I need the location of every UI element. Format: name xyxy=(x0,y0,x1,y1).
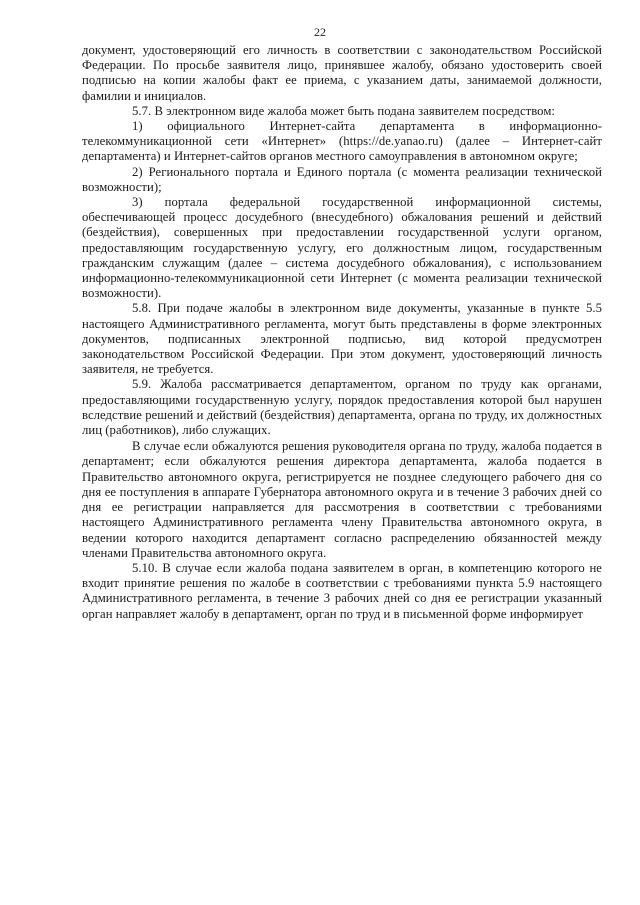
paragraph-continuation: документ, удостоверяющий его личность в соответствии с законодательством Российской Федерации. По просьбе заявителя лицо, принявшее жалобу, обязано удостоверить своей подписью на копии жалобы факт ее приема, с указанием даты, занимаемой должности, фамилии и инициалов. xyxy=(82,43,602,103)
document-body xyxy=(82,43,602,622)
paragraph-5-7: 5.7. В электронном виде жалоба может быть подана заявителем посредством: xyxy=(132,103,555,118)
list-item-1: 1) официального Интернет-сайта департамента в информационно-телекоммуникационной сети «Интернет» (https://de.yanao.ru) (далее – Интернет-сайт департамента) и Интернет-сайтов органов местного самоуправления в автономном округе; xyxy=(82,119,602,164)
list-item-2: 2) Регионального портала и Единого портала (с момента реализации технической возможности); xyxy=(82,164,602,194)
list-item-3: 3) портала федеральной государственной информационной системы, обеспечивающей процесс досудебного (внесудебного) обжалования решений и действий (бездействия), совершенных при предоставлении государственной услуги органом, предоставляющим государственную услугу, его должностным лицом, государственным гражданским служащим (далее – система досудебного обжалования), с использованием информационно-телекоммуникационной сети Интернет (с момента реализации технической возможности). xyxy=(82,195,602,301)
page-number: 22 xyxy=(314,25,326,39)
paragraph-5-10: 5.10. В случае если жалоба подана заявителем в орган, в компетенцию которого не входит принятие решения по жалобе в соответствии с требованиями пункта 5.9 настоящего Административного регламента, в течение 3 рабочих дней со дня ее регистрации указанный орган направляет жалобу в департамент, орган по труд и в письменной форме информирует xyxy=(82,560,602,621)
paragraph-5-9: 5.9. Жалоба рассматривается департаментом, органом по труду как органами, предоставляющими государственную услугу, порядок предоставления которой был нарушен вследствие решений и действий (бездействия) департамента, органа по труду, их должностных лиц (работников), либо служащих. xyxy=(82,377,602,438)
paragraph-appeal-routing: В случае если обжалуются решения руководителя органа по труду, жалоба подается в департамент; если обжалуются решения директора департамента, жалоба подается в Правительство автономного округа, регистрируется не позднее следующего рабочего дня со дня ее поступления в аппарате Губернатора автономного округа и в течение 3 рабочих дней со дня ее регистрации направляется для рассмотрения в соответствии с требованиями настоящего Административного регламента члену Правительства автономного округа, в ведении которого находится департамент согласно распределению обязанностей между членами Правительства автономного округа. xyxy=(82,439,602,560)
paragraph-5-8: 5.8. При подаче жалобы в электронном виде документы, указанные в пункте 5.5 настоящего Административного регламента, могут быть представлены в форме электронных документов, подписанных электронной подписью, вид которой предусмотрен законодательством Российской Федерации. При этом документ, удостоверяющий личность заявителя, не требуется. xyxy=(82,301,602,377)
